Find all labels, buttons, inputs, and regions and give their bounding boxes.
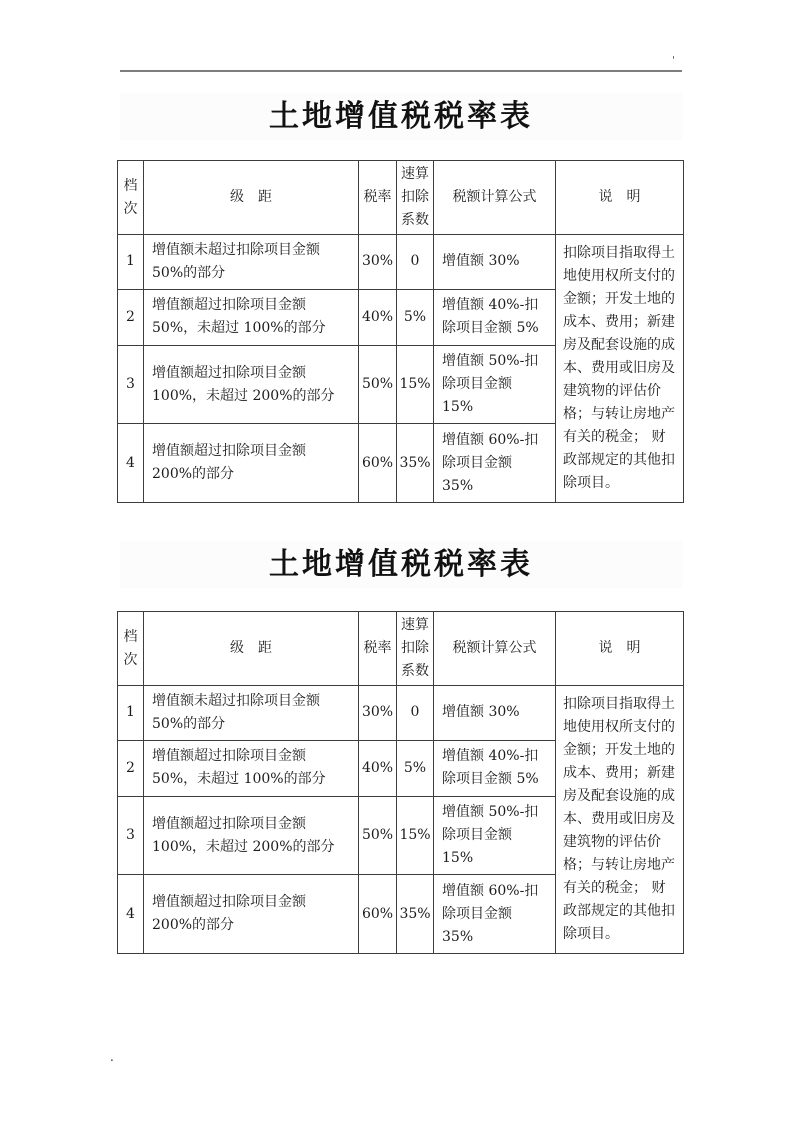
cell-formula: 增值额 60%-扣除项目金额 35% [434, 875, 556, 954]
top-right-mark: ' [672, 54, 676, 67]
header-level-label: 档次 [123, 628, 138, 668]
cell-range: 增值额超过扣除项目金额 100%，未超过 200%的部分 [144, 345, 359, 424]
cell-rate: 30% [359, 686, 397, 741]
cell-note: 扣除项目指取得土地使用权所支付的金额；开发土地的成本、费用；新建房及配套设施的成本、费用或旧房及建筑物的评估价格；与转让房地产有关的税金； 财政部规定的其他扣除项目。 [556, 686, 684, 954]
cell-rate: 40% [359, 289, 397, 345]
cell-level: 2 [118, 740, 144, 796]
cell-range: 增值额超过扣除项目金额 200%的部分 [144, 875, 359, 954]
header-level [118, 161, 144, 235]
cell-rate: 60% [359, 424, 397, 503]
table-row [118, 235, 684, 290]
cell-deduction: 0 [397, 235, 434, 290]
bottom-left-mark: . [110, 1050, 114, 1064]
cell-range: 增值额未超过扣除项目金额 50%的部分 [144, 686, 359, 741]
top-horizontal-rule [120, 70, 682, 72]
cell-rate: 50% [359, 796, 397, 875]
header-rate: 税率 [359, 612, 397, 686]
header-range: 级 距 [144, 161, 359, 235]
table-header-row [118, 161, 684, 235]
cell-level: 1 [118, 235, 144, 290]
cell-deduction: 15% [397, 796, 434, 875]
table-row [118, 686, 684, 741]
header-rate: 税率 [359, 161, 397, 235]
cell-formula: 增值额 40%-扣除项目金额 5% [434, 289, 556, 345]
cell-formula: 增值额 60%-扣除项目金额 35% [434, 424, 556, 503]
header-note: 说 明 [556, 161, 684, 235]
header-range: 级 距 [144, 612, 359, 686]
cell-range: 增值额超过扣除项目金额 50%，未超过 100%的部分 [144, 740, 359, 796]
cell-deduction: 5% [397, 289, 434, 345]
header-quick-deduction [397, 161, 434, 235]
cell-level: 4 [118, 875, 144, 954]
cell-formula: 增值额 30% [434, 235, 556, 290]
cell-range: 增值额未超过扣除项目金额 50%的部分 [144, 235, 359, 290]
cell-deduction: 15% [397, 345, 434, 424]
table-title-2: 土地增值税税率表 [120, 541, 682, 588]
cell-level: 1 [118, 686, 144, 741]
header-quick-deduction-label: 速算扣除系数 [401, 617, 429, 679]
cell-formula: 增值额 50%-扣除项目金额 15% [434, 345, 556, 424]
header-level-label: 档次 [123, 177, 138, 217]
tax-rate-table-2 [117, 611, 684, 954]
table-title-1: 土地增值税税率表 [120, 93, 682, 140]
cell-level: 2 [118, 289, 144, 345]
cell-level: 3 [118, 345, 144, 424]
cell-deduction: 35% [397, 875, 434, 954]
header-level [118, 612, 144, 686]
cell-deduction: 35% [397, 424, 434, 503]
cell-formula: 增值额 50%-扣除项目金额 15% [434, 796, 556, 875]
cell-level: 3 [118, 796, 144, 875]
table-header-row [118, 612, 684, 686]
cell-formula: 增值额 40%-扣除项目金额 5% [434, 740, 556, 796]
header-formula: 税额计算公式 [434, 612, 556, 686]
cell-rate: 60% [359, 875, 397, 954]
cell-rate: 40% [359, 740, 397, 796]
header-quick-deduction [397, 612, 434, 686]
tax-rate-table-1 [117, 160, 684, 503]
header-note: 说 明 [556, 612, 684, 686]
cell-range: 增值额超过扣除项目金额 50%，未超过 100%的部分 [144, 289, 359, 345]
cell-range: 增值额超过扣除项目金额 200%的部分 [144, 424, 359, 503]
header-quick-deduction-label: 速算扣除系数 [401, 166, 429, 228]
cell-rate: 50% [359, 345, 397, 424]
cell-note: 扣除项目指取得土地使用权所支付的金额；开发土地的成本、费用；新建房及配套设施的成本、费用或旧房及建筑物的评估价格；与转让房地产有关的税金； 财政部规定的其他扣除项目。 [556, 235, 684, 503]
cell-range: 增值额超过扣除项目金额 100%，未超过 200%的部分 [144, 796, 359, 875]
cell-level: 4 [118, 424, 144, 503]
cell-deduction: 5% [397, 740, 434, 796]
header-formula: 税额计算公式 [434, 161, 556, 235]
cell-deduction: 0 [397, 686, 434, 741]
cell-rate: 30% [359, 235, 397, 290]
cell-formula: 增值额 30% [434, 686, 556, 741]
